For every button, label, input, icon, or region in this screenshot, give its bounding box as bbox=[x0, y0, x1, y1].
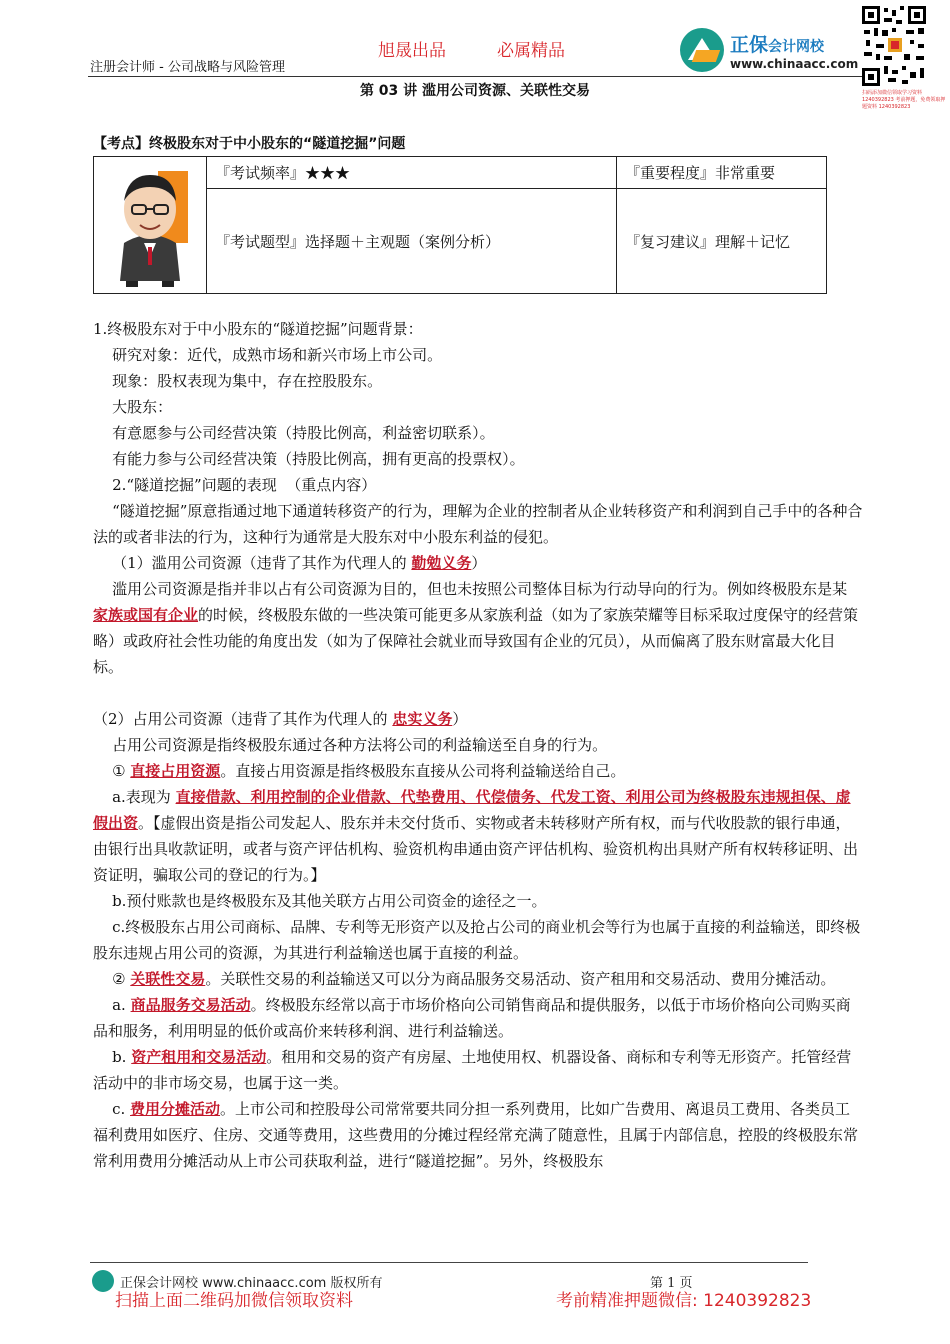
paragraph: c. 费用分摊活动。上市公司和控股母公司常常要共同分担一系列费用，比如广告费用、离退员工费用、各类员工福利费用如医疗、住房、交通等费用，这些费用的分摊过程经常充满了随意性，且属于内部信息，控股的终极股东常常利用费用分摊活动从上市公司获取利益，进行“隧道挖掘”。另外，终极股东 bbox=[93, 1100, 859, 1170]
slogan-1: 旭晟出品 bbox=[378, 41, 446, 61]
paragraph: ② 关联性交易。关联性交易的利益输送又可以分为商品服务交易活动、资产租用和交易活动、费用分摊活动。 bbox=[93, 970, 836, 988]
paragraph: 滥用公司资源是指并非以占有公司资源为目的，但也未按照公司整体目标为行动导向的行为。例如终极股东是某 家族或国有企业的时候，终极股东做的一些决策可能更多从家族利益（如为了家族荣耀等目标采取过度保守的经营策略）或政府社会性功能的角度出发（如为了保障社会就业而导致国有企业的冗员），从而偏离了股东财富最大化目标。 bbox=[93, 580, 859, 676]
question-type-cell: 『考试题型』选择题＋主观题（案例分析） bbox=[207, 189, 617, 294]
paragraph: b. 资产租用和交易活动。租用和交易的资产有房屋、土地使用权、机器设备、商标和专利等无形资产。托管经营活动中的非市场交易，也属于这一类。 bbox=[93, 1048, 852, 1092]
paragraph: 有意愿参与公司经营决策（持股比例高，利益密切联系）。 bbox=[93, 424, 495, 442]
qr-code-icon bbox=[862, 6, 926, 86]
paragraph: （2）占用公司资源（违背了其作为代理人的 忠实义务） bbox=[93, 710, 468, 728]
paragraph: b.预付账款也是终极股东及其他关联方占用公司资金的途径之一。 bbox=[93, 892, 547, 910]
highlight-term: 商品服务交易活动 bbox=[130, 996, 251, 1014]
paragraph: 现象：股权表现为集中，存在控股股东。 bbox=[93, 372, 383, 390]
logo-mark-icon bbox=[680, 28, 724, 72]
qr-note: 扫码添加微信领取学习资料 1240392823 考前押题，免费领取押题资料 1240392823 bbox=[862, 90, 946, 110]
paragraph: c.终极股东占用公司商标、品牌、专利等无形资产以及抢占公司的商业机会等行为也属于直接的利益输送，即终极股东违规占用公司的资源，为其进行利益输送也属于直接的利益。 bbox=[93, 918, 861, 962]
logo-url: www.chinaacc.com bbox=[730, 56, 859, 71]
paragraph: 研究对象：近代，成熟市场和新兴市场上市公司。 bbox=[93, 346, 443, 364]
exam-info-table bbox=[93, 156, 827, 294]
footer-cta-left: 扫描上面二维码加微信领取资料 bbox=[115, 1291, 353, 1311]
highlight-term: 关联性交易 bbox=[130, 970, 206, 988]
logo-name: 正保会计网校 bbox=[730, 33, 825, 56]
header-divider bbox=[88, 76, 862, 77]
highlight-term: 资产租用和交易活动 bbox=[131, 1048, 267, 1066]
page-number: 第 1 页 bbox=[650, 1276, 693, 1291]
footer-divider bbox=[90, 1262, 808, 1263]
footer-cta-right: 考前精准押题微信: 1240392823 bbox=[556, 1291, 812, 1311]
frequency-cell: 『考试频率』★★★ bbox=[207, 157, 617, 189]
importance-cell: 『重要程度』非常重要 bbox=[617, 157, 827, 189]
course-name: 注册会计师 - 公司战略与风险管理 bbox=[90, 60, 285, 75]
highlight-term: 直接借款、利用控制的企业借款、代垫费用、代偿债务、代发工资、利用公司为终极股东违规担保、虚假出资 bbox=[93, 788, 851, 832]
paragraph: （1）滥用公司资源（违背了其作为代理人的 勤勉义务） bbox=[93, 554, 487, 572]
paragraph: a. 商品服务交易活动。终极股东经常以高于市场价格向公司销售商品和提供服务，以低于市场价格向公司购买商品和服务，利用明显的低价或高价来转移利润、进行利益输送。 bbox=[93, 996, 851, 1040]
slogan-2: 必属精品 bbox=[497, 41, 565, 61]
brand-logo bbox=[680, 28, 858, 72]
paragraph: 有能力参与公司经营决策（持股比例高，拥有更高的投票权）。 bbox=[93, 450, 525, 468]
teacher-avatar-cell bbox=[94, 157, 207, 294]
paragraph: 占用公司资源是指终极股东通过各种方法将公司的利益输送至自身的行为。 bbox=[93, 736, 608, 754]
lecture-title: 第 03 讲 滥用公司资源、关联性交易 bbox=[359, 83, 591, 99]
highlight-term: 费用分摊活动 bbox=[130, 1100, 221, 1118]
highlight-term: 家族或国有企业 bbox=[93, 606, 199, 624]
review-tip-cell: 『复习建议』理解＋记忆 bbox=[617, 189, 827, 294]
knowledge-point-title: 【考点】终极股东对于中小股东的“隧道挖掘”问题 bbox=[93, 136, 406, 152]
highlight-term: 勤勉义务 bbox=[411, 554, 472, 572]
lesson-body bbox=[93, 316, 863, 1174]
paragraph: 大股东： bbox=[93, 398, 173, 416]
paragraph: 2.“隧道挖掘”问题的表现 （重点内容） bbox=[93, 476, 377, 494]
teacher-avatar bbox=[94, 157, 206, 289]
highlight-term: 直接占用资源 bbox=[130, 762, 221, 780]
footer-copyright: 正保会计网校 www.chinaacc.com 版权所有 bbox=[120, 1276, 383, 1291]
paragraph: 1.终极股东对于中小股东的“隧道挖掘”问题背景： bbox=[93, 320, 423, 338]
footer-logo-icon bbox=[92, 1270, 114, 1292]
paragraph: “隧道挖掘”原意指通过地下通道转移资产的行为，理解为企业的控制者从企业转移资产和利润到自己手中的各种合法的或者非法的行为，这种行为通常是大股东对中小股东利益的侵犯。 bbox=[93, 502, 863, 546]
highlight-term: 忠实义务 bbox=[392, 710, 453, 728]
paragraph: ① 直接占用资源。直接占用资源是指终极股东直接从公司将利益输送给自己。 bbox=[93, 762, 626, 780]
paragraph: a.表现为 直接借款、利用控制的企业借款、代垫费用、代偿债务、代发工资、利用公司为终极股东违规担保、虚假出资。【虚假出资是指公司发起人、股东并未交付货币、实物或者未转移财产所有权，而与代收股款的银行串通，由银行出具收款证明，或者与资产评估机构、验资机构串通由资产评估机构、验资机构出具财产所有权转移证明、出资证明，骗取公司的登记的行为。】 bbox=[93, 788, 859, 884]
